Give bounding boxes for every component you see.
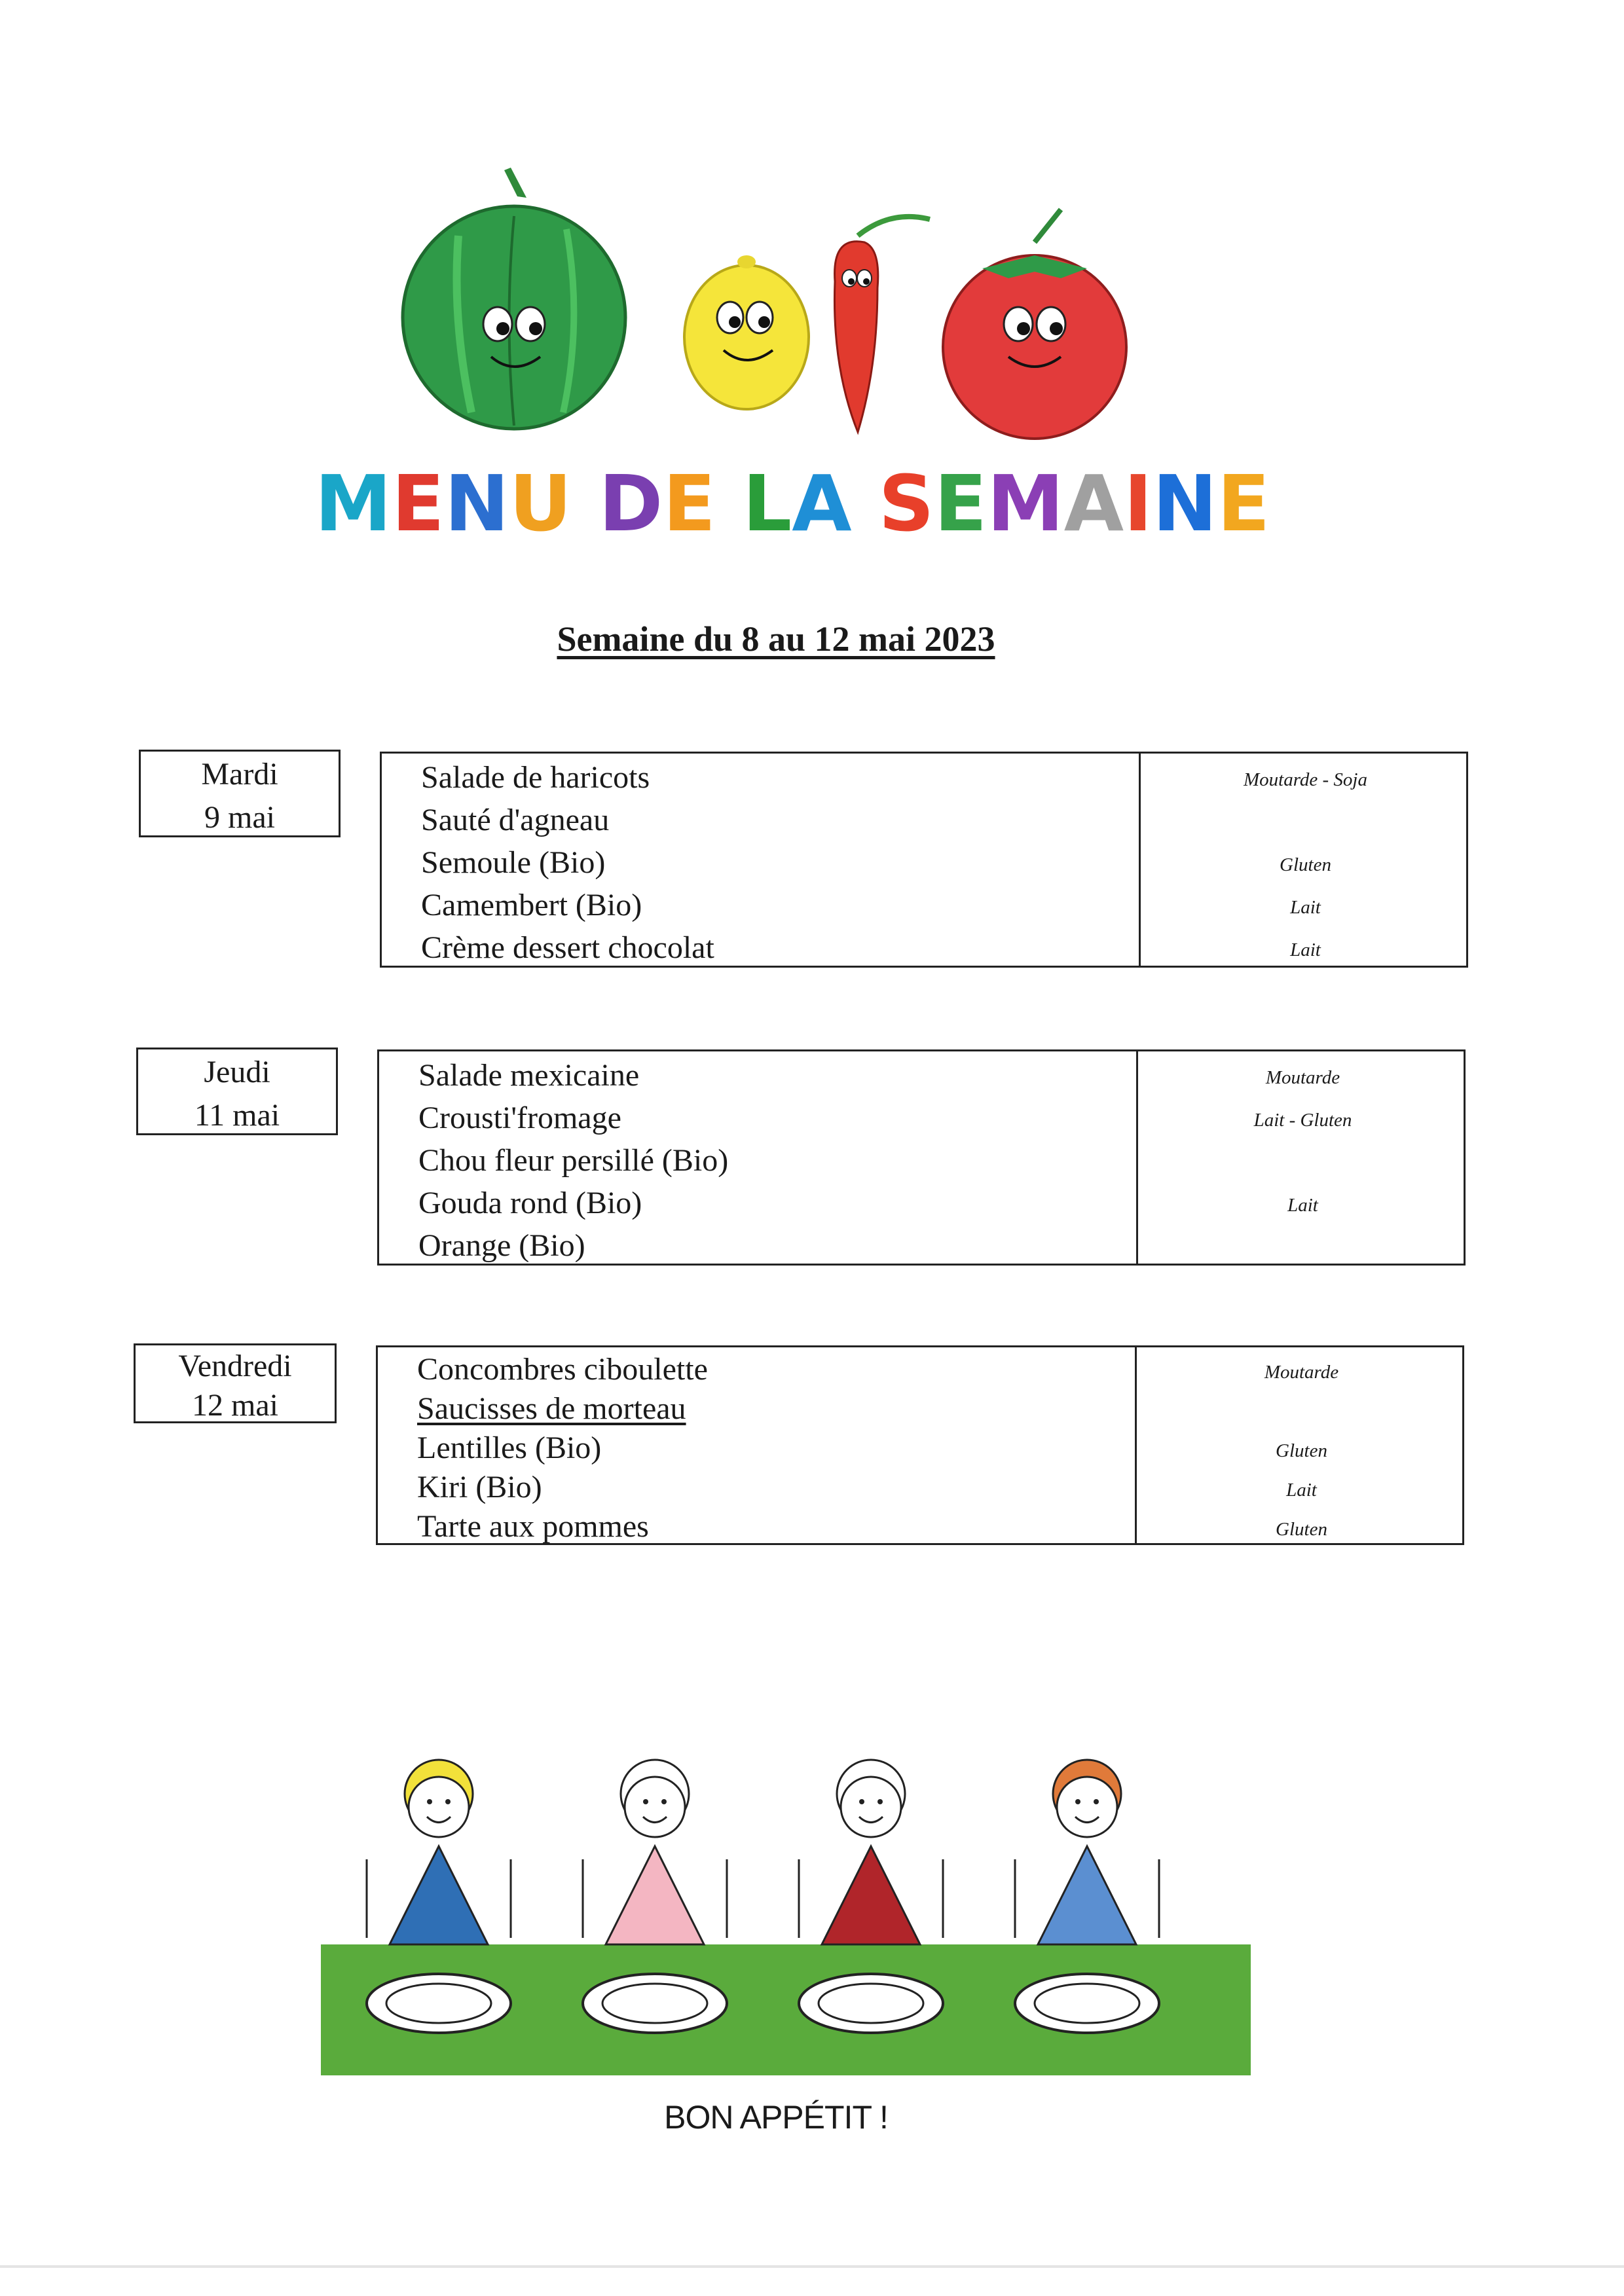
- dish-item: Saucisses de morteau: [417, 1391, 686, 1426]
- dish-item: Salade mexicaine: [418, 1058, 640, 1093]
- page-divider: [0, 2265, 1624, 2268]
- day-date: 12 mai: [192, 1388, 278, 1423]
- dish-item: Camembert (Bio): [421, 888, 642, 922]
- tomato-icon: [943, 210, 1126, 439]
- allergen-item: Gluten: [1276, 1519, 1327, 1540]
- children-at-table-illustration: [321, 1728, 1264, 2095]
- day-name: Jeudi: [204, 1055, 270, 1089]
- allergen-item: Moutarde: [1264, 1362, 1339, 1383]
- day-label-vendredi: [134, 1343, 337, 1423]
- chili-pepper-icon: [834, 217, 930, 432]
- allergen-item: Gluten: [1276, 1440, 1327, 1461]
- allergen-item: Lait: [1286, 1480, 1317, 1501]
- green-pepper-icon: [403, 168, 625, 429]
- dish-item: Chou fleur persillé (Bio): [418, 1143, 729, 1178]
- dish-item: Sauté d'agneau: [421, 803, 610, 837]
- dish-list: [421, 756, 714, 969]
- menu-de-la-semaine-logo-text: MENU DE LA SEMAINE: [314, 458, 1270, 549]
- allergen-item: Gluten: [1280, 854, 1331, 875]
- day-name: Vendredi: [178, 1349, 292, 1383]
- dish-item: Concombres ciboulette: [417, 1352, 708, 1387]
- allergen-column: [1136, 1051, 1467, 1264]
- day-name: Mardi: [201, 757, 278, 792]
- dish-item: Crousti'fromage: [418, 1101, 621, 1135]
- dish-item: Orange (Bio): [418, 1228, 585, 1263]
- dish-item: Lentilles (Bio): [417, 1430, 602, 1465]
- child-figure: [1015, 1760, 1159, 2033]
- dish-item: Gouda rond (Bio): [418, 1186, 642, 1220]
- allergen-item: Lait: [1290, 897, 1321, 918]
- day-label-mardi: [139, 750, 341, 837]
- allergen-item: [1137, 1387, 1466, 1426]
- allergen-item: Moutarde: [1265, 1067, 1340, 1088]
- dish-item: Salade de haricots: [421, 760, 650, 795]
- allergen-item: Moutarde - Soja: [1243, 769, 1367, 790]
- allergen-item: [1138, 1222, 1467, 1264]
- dish-list: [418, 1054, 728, 1267]
- dish-item: Tarte aux pommes: [417, 1509, 649, 1544]
- menu-logo: [314, 157, 1270, 563]
- child-figure: [367, 1760, 511, 2033]
- allergen-item: [1141, 796, 1470, 839]
- child-figure: [799, 1760, 943, 2033]
- lemon-icon: [684, 255, 809, 409]
- allergen-column: [1135, 1347, 1466, 1543]
- dish-list: [417, 1350, 708, 1546]
- day-date: 11 mai: [194, 1098, 280, 1133]
- allergen-item: Lait - Gluten: [1253, 1110, 1352, 1131]
- allergen-item: [1138, 1137, 1467, 1179]
- day-date: 9 mai: [204, 800, 275, 835]
- menu-table-jeudi: [377, 1049, 1466, 1266]
- child-figure: [583, 1760, 727, 2033]
- dish-item: Semoule (Bio): [421, 845, 606, 880]
- menu-table-vendredi: [376, 1345, 1464, 1545]
- day-label-jeudi: [136, 1048, 338, 1135]
- dish-item: Kiri (Bio): [417, 1470, 542, 1504]
- allergen-item: Lait: [1290, 939, 1321, 960]
- closing-message: BON APPÉTIT !: [664, 2099, 888, 2136]
- dish-item: Crème dessert chocolat: [421, 930, 714, 965]
- allergen-column: [1139, 754, 1470, 966]
- week-title: Semaine du 8 au 12 mai 2023: [557, 619, 995, 659]
- menu-table-mardi: [380, 752, 1468, 968]
- allergen-item: Lait: [1287, 1195, 1318, 1216]
